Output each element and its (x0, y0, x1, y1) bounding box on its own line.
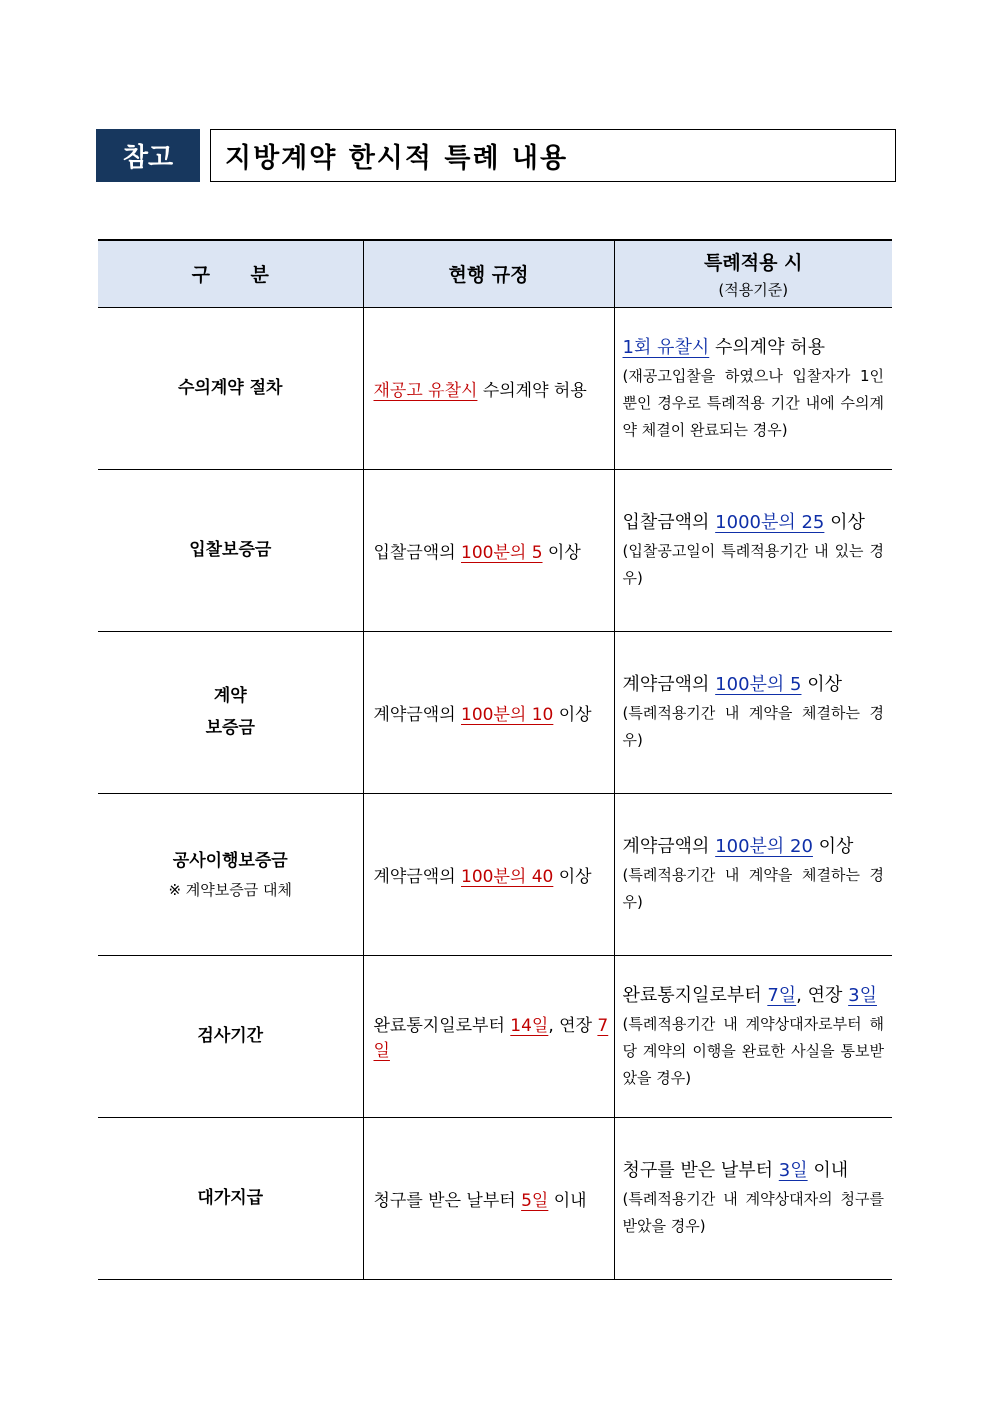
table-row (98, 1117, 892, 1279)
title-banner (96, 129, 896, 182)
special-condition: (특례적용기간 내 계약상대자의 청구를 받았을 경우) (622, 1190, 884, 1235)
special-condition: (특례적용기간 내 계약을 체결하는 경우) (622, 866, 884, 911)
header-category: 구 분 (98, 240, 363, 307)
current-highlight: 100분의 40 (461, 866, 554, 887)
special-highlight: 1000분의 25 (715, 512, 825, 533)
current-highlight: 100분의 5 (461, 542, 543, 563)
current-highlight: 100분의 10 (461, 704, 554, 725)
row-category: 수의계약 절차 (98, 307, 363, 469)
row-category: 입찰보증금 (98, 469, 363, 631)
special-condition: (특례적용기간 내 계약상대자로부터 해당 계약의 이행을 완료한 사실을 통보받았을 경우) (622, 1014, 884, 1087)
table-header-row (98, 240, 892, 307)
row-special: 완료통지일로부터 7일, 연장 3일 (특례적용기간 내 계약상대자로부터 해당 계약의 이행을 완료한 사실을 통보받았을 경우) (614, 955, 892, 1117)
special-condition: (입찰공고일이 특례적용기간 내 있는 경우) (622, 542, 884, 587)
special-highlight: 3일 (848, 984, 877, 1006)
row-special: 입찰금액의 1000분의 25 이상 (입찰공고일이 특례적용기간 내 있는 경우) (614, 469, 892, 631)
header-current-rule: 현행 규정 (363, 240, 614, 307)
row-special: 계약금액의 100분의 20 이상 (특례적용기간 내 계약을 체결하는 경우) (614, 793, 892, 955)
header-special-sub: (적용기준) (718, 280, 789, 299)
page-title: 지방계약 한시적 특례 내용 (210, 129, 896, 182)
table-row (98, 793, 892, 955)
row-current: 입찰금액의 100분의 5 이상 (363, 469, 614, 631)
row-category: 대가지급 (98, 1117, 363, 1279)
header-special-rule (614, 240, 892, 307)
current-highlight: 14일 (510, 1016, 549, 1036)
current-highlight: 5일 (521, 1190, 549, 1211)
category-note: ※ 계약보증금 대체 (168, 881, 293, 899)
special-condition: (특례적용기간 내 계약을 체결하는 경우) (622, 704, 884, 749)
row-category: 검사기간 (98, 955, 363, 1117)
header-special-label: 특례적용 시 (704, 251, 803, 274)
special-highlight: 3일 (778, 1160, 808, 1181)
current-highlight: 재공고 유찰시 (373, 380, 478, 401)
special-highlight: 7일 (767, 984, 797, 1006)
table-row (98, 631, 892, 793)
row-current: 계약금액의 100분의 10 이상 (363, 631, 614, 793)
row-category: 공사이행보증금 ※ 계약보증금 대체 (98, 793, 363, 955)
row-category: 계약 보증금 (98, 631, 363, 793)
current-highlight: 7일 (373, 1016, 609, 1061)
row-special: 청구를 받은 날부터 3일 이내 (특례적용기간 내 계약상대자의 청구를 받았을 경우) (614, 1117, 892, 1279)
row-current: 재공고 유찰시 수의계약 허용 (363, 307, 614, 469)
special-highlight: 100분의 5 (715, 674, 802, 695)
row-special: 계약금액의 100분의 5 이상 (특례적용기간 내 계약을 체결하는 경우) (614, 631, 892, 793)
row-current: 청구를 받은 날부터 5일 이내 (363, 1117, 614, 1279)
row-special: 1회 유찰시 수의계약 허용 (재공고입찰을 하였으나 입찰자가 1인뿐인 경우로 특례적용 기간 내에 수의계약 체결이 완료되는 경우) (614, 307, 892, 469)
special-provisions-table (98, 239, 892, 1280)
special-condition: (재공고입찰을 하였으나 입찰자가 1인뿐인 경우로 특례적용 기간 내에 수의계약 체결이 완료되는 경우) (622, 366, 884, 439)
special-highlight: 100분의 20 (715, 836, 813, 857)
table-row (98, 307, 892, 469)
row-current: 계약금액의 100분의 40 이상 (363, 793, 614, 955)
table-row (98, 955, 892, 1117)
reference-tag: 참고 (96, 129, 200, 182)
special-highlight: 1회 유찰시 (622, 336, 710, 358)
row-current: 완료통지일로부터 14일, 연장 7일 (363, 955, 614, 1117)
table-row (98, 469, 892, 631)
